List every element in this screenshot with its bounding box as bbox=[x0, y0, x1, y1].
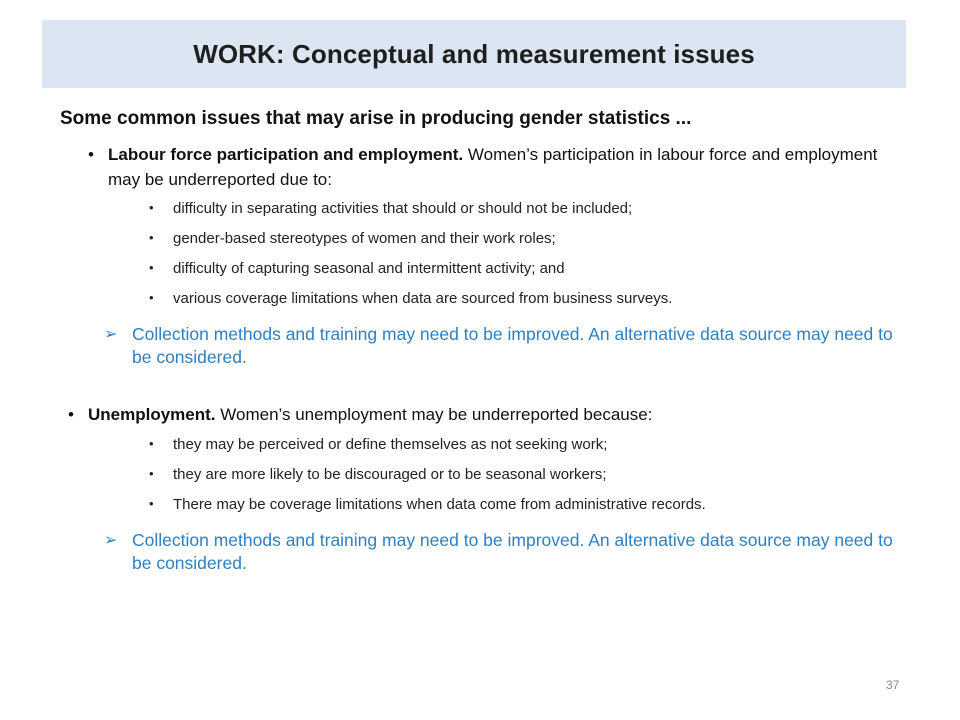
conclusion-unemployment bbox=[60, 529, 900, 575]
bullet-dot: • bbox=[149, 290, 154, 305]
bullet-dot: • bbox=[68, 405, 74, 424]
sub-bullet-text: difficulty in separating activities that should or should not be included; bbox=[173, 200, 633, 217]
slide-content bbox=[60, 108, 900, 575]
page-number: 37 bbox=[886, 678, 900, 692]
sub-bullet bbox=[60, 229, 900, 249]
title-band bbox=[42, 20, 906, 88]
sub-bullet bbox=[60, 199, 900, 219]
arrow-bullet-icon: ➢ bbox=[104, 326, 118, 343]
conclusion-labour-force bbox=[60, 323, 900, 369]
slide-title: WORK: Conceptual and measurement issues bbox=[193, 38, 755, 69]
sub-bullet bbox=[60, 289, 900, 309]
bullet-dot: • bbox=[149, 200, 154, 215]
sub-bullet-text: they are more likely to be discouraged or to be seasonal workers; bbox=[173, 466, 607, 483]
bullet-dot: • bbox=[149, 230, 154, 245]
bullet-heading: Labour force participation and employment. bbox=[108, 145, 464, 164]
bullet-unemployment bbox=[60, 402, 900, 427]
bullet-dot: • bbox=[149, 436, 154, 451]
sub-bullet bbox=[60, 259, 900, 279]
bullet-dot: • bbox=[88, 145, 94, 164]
bullet-dot: • bbox=[149, 466, 154, 481]
arrow-bullet-icon: ➢ bbox=[104, 532, 118, 549]
bullet-labour-force bbox=[60, 142, 900, 192]
sub-bullet bbox=[60, 435, 900, 455]
sub-bullet bbox=[60, 465, 900, 485]
bullet-text: Women’s participation in labour force and employment may be underreported due to: bbox=[108, 145, 878, 189]
conclusion-text: Collection methods and training may need to be improved. An alternative data source may need to be considered. bbox=[132, 324, 893, 367]
sub-bullet-text: gender-based stereotypes of women and their work roles; bbox=[173, 230, 556, 247]
sub-bullet-text: various coverage limitations when data are sourced from business surveys. bbox=[173, 290, 673, 307]
bullet-dot: • bbox=[149, 260, 154, 275]
sub-bullet-text: There may be coverage limitations when data come from administrative records. bbox=[173, 496, 706, 513]
intro-text: Some common issues that may arise in producing gender statistics ... bbox=[60, 108, 692, 129]
bullet-heading: Unemployment. bbox=[88, 405, 216, 424]
bullet-text: Women’s unemployment may be underreported because: bbox=[215, 405, 653, 424]
sub-bullet-text: they may be perceived or define themselves as not seeking work; bbox=[173, 436, 608, 453]
bullet-dot: • bbox=[149, 496, 154, 511]
sub-bullet-text: difficulty of capturing seasonal and intermittent activity; and bbox=[173, 260, 565, 277]
sub-bullet bbox=[60, 495, 900, 515]
conclusion-text: Collection methods and training may need to be improved. An alternative data source may need to be considered. bbox=[132, 530, 893, 573]
